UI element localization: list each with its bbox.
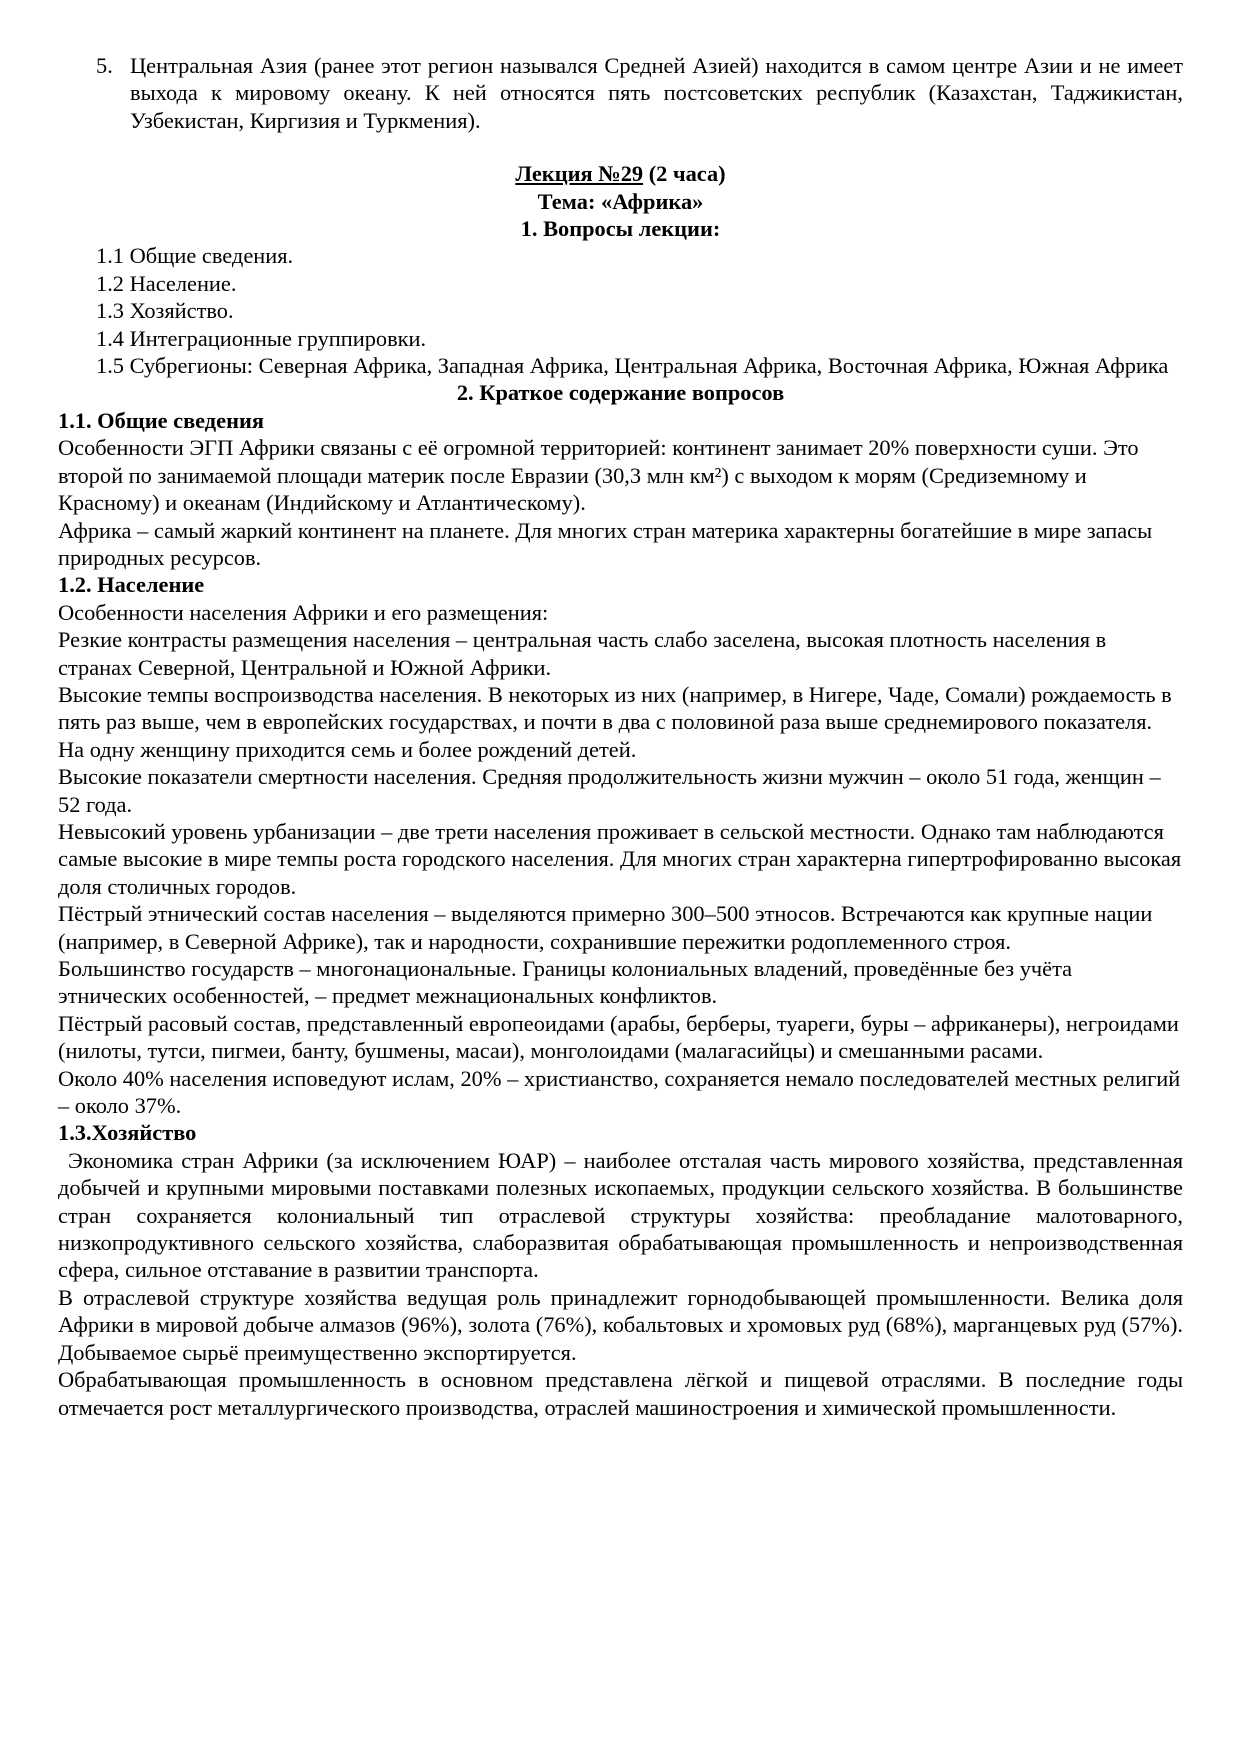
question-item: 1.3 Хозяйство. (96, 298, 234, 324)
questions-list (58, 242, 1183, 379)
paragraph: Африка – самый жаркий континент на планете. Для многих стран материка характерны богатейшие в мире запасы природных ресурсов. (58, 517, 1153, 570)
paragraph: Пёстрый этнический состав населения – выделяются примерно 300–500 этносов. Встречаются как крупные нации (например, в Северной Африке), так и народности, сохранившие пережитки родоплеменного строя. (58, 901, 1153, 954)
paragraph: Пёстрый расовый состав, представленный европеоидами (арабы, берберы, туареги, буры – африканеры), негроидами (нилоты, тутси, пигмеи, банту, бушмены, масаи), монголоидами (малагасийцы) и смешанными расами. (58, 1010, 1179, 1064)
paragraph: Невысокий уровень урбанизации – две трети населения проживает в сельской местности. Однако там наблюдаются самые высокие в мире темпы роста городского населения. Для многих стран характерна гипертрофированно высокая доля столичных городов. (58, 818, 1182, 899)
question-item: 1.5 Субрегионы: Северная Африка, Западная Африка, Центральная Африка, Восточная Африка, Южная Африка (96, 353, 1169, 379)
paragraph: Обрабатывающая промышленность в основном представлена лёгкой и пищевой отраслями. В последние годы отмечается рост металлургического производства, отраслей машиностроения и химической промышленности. (58, 1367, 1183, 1420)
paragraph: В отраслевой структуре хозяйства ведущая роль принадлежит горнодобывающей промышленности. Велика доля Африки в мировой добыче алмазов (96%), золота (76%), кобальтовых и хромовых руд (68%), марганцевых руд (57%). Добываемое сырьё преимущественно экспортируется. (58, 1284, 1183, 1365)
question-item: 1.4 Интеграционные группировки. (96, 325, 427, 351)
question-item: 1.2 Население. (96, 270, 237, 296)
section-heading: 1.2. Население (58, 572, 205, 598)
intro-list-item (58, 52, 1183, 134)
questions-heading: 1. Вопросы лекции: (520, 216, 721, 242)
paragraph: Около 40% населения исповедуют ислам, 20% – христианство, сохраняется немало последователей местных религий – около 37%. (58, 1065, 1181, 1119)
paragraph: Особенности ЭГП Африки связаны с её огромной территорией: континент занимает 20% поверхности суши. Это второй по занимаемой площади материк после Евразии (30,3 млн км²) с выходом к морям (Средиземному и Красному) и океанам (Индийскому и Атлантическому). (58, 435, 1139, 516)
document-page (58, 52, 1183, 1421)
section-heading: 1.3.Хозяйство (58, 1120, 197, 1146)
lecture-number: Лекция №29 (515, 161, 644, 187)
question-item: 1.1 Общие сведения. (96, 243, 294, 269)
section-population (58, 571, 1183, 1119)
section-general (58, 407, 1183, 571)
paragraph: Высокие показатели смертности населения. Средняя продолжительность жизни мужчин – около 51 года, женщин – 52 года. (58, 764, 1161, 817)
list-number: 5. (96, 53, 113, 78)
summary-heading: 2. Краткое содержание вопросов (456, 380, 785, 406)
lecture-duration: (2 часа) (643, 161, 726, 187)
section-heading: 1.1. Общие сведения (58, 407, 264, 433)
lecture-title (58, 160, 1183, 187)
lecture-topic: Тема: «Африка» (537, 188, 704, 214)
paragraph: Высокие темпы воспроизводства населения. В некоторых из них (например, в Нигере, Чаде, Сомали) рождаемость в пять раз выше, чем в европейских государствах, и почти в два с половиной раза выше среднемирового показателя. На одну женщину приходится семь и более рождений детей. (58, 681, 1172, 762)
paragraph: Большинство государств – многонациональные. Границы колониальных владений, проведённые без учёта этнических особенностей, – предмет межнациональных конфликтов. (58, 956, 1073, 1009)
paragraph: Экономика стран Африки (за исключением ЮАР) – наиболее отсталая часть мирового хозяйства, представленная добычей и крупными мировыми поставками полезных ископаемых, продукции сельского хозяйства. В большинстве стран сохраняется колониальный тип отраслевой структуры хозяйства: преобладание малотоварного, низкопродуктивного сельского хозяйства, слаборазвитая обрабатывающая промышленность и непроизводственная сфера, сильное отставание в развитии транспорта. (58, 1147, 1183, 1283)
paragraph: Особенности населения Африки и его размещения: (58, 599, 549, 625)
list-text: Центральная Азия (ранее этот регион назывался Средней Азией) находится в самом центре Азии и не имеет выхода к мировому океану. К ней относятся пять постсоветских республик (Казахстан, Таджикистан, Узбекистан, Киргизия и Туркмения). (130, 53, 1183, 133)
paragraph: Резкие контрасты размещения населения – центральная часть слабо заселена, высокая плотность населения в странах Северной, Центральной и Южной Африки. (58, 627, 1107, 680)
section-economy (58, 1119, 1183, 1420)
